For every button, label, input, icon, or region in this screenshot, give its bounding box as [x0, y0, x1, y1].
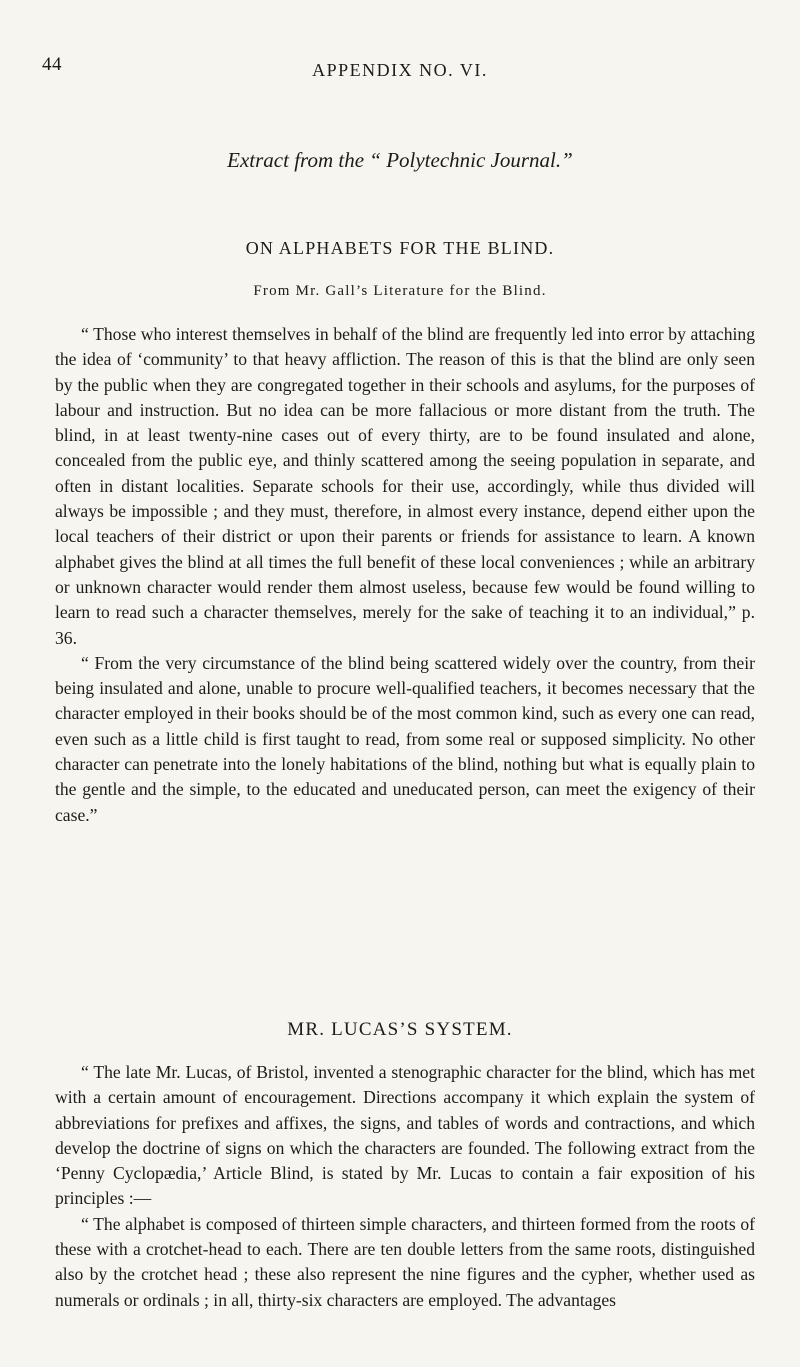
section-heading: MR. LUCAS’S SYSTEM. — [287, 1019, 513, 1040]
paragraph: “ Those who interest themselves in behalf of the blind are frequently led into error by attaching the idea of ‘community’ to that heavy affliction. The reason of this is that the blind are only seen by the public when they are congregated together in their schools and asylums, for the purposes of labour and instruction. But no idea can be more fallacious or more distant from the truth. The blind, in at least twenty-nine cases out of every thirty, are to be found insulated and alone, concealed from the public eye, and thinly scattered among the seeing population in separate, and often in distant localities. Separate schools for their use, accordingly, while thus divided will always be impossible ; and they must, therefore, in almost every instance, depend either upon the local teachers of their district or upon their parents or friends for assistance to learn. A known alphabet gives the blind at all times the full benefit of these local conveniences ; while an arbitrary or unknown character would render them almost useless, because few would be found willing to learn to read such a character themselves, merely for the sake of teaching it to an individual,” p. 36. — [55, 324, 755, 648]
extract-title: Extract from the “ Polytechnic Journal.” — [227, 148, 573, 172]
article-body — [55, 322, 755, 828]
paragraph: “ The alphabet is composed of thirteen simple characters, and thirteen formed from the roots of these with a crotchet-head to each. There are ten double letters from the same roots, distinguished also by the crotchet head ; these also represent the nine figures and the cypher, whether used as numerals or ordinals ; in all, thirty-six characters are employed. The advantages — [55, 1213, 755, 1310]
article-byline: From Mr. Gall’s Literature for the Blind. — [253, 283, 547, 299]
page-number: 44 — [42, 54, 62, 75]
article-heading: ON ALPHABETS FOR THE BLIND. — [245, 238, 555, 258]
paragraph: “ From the very circumstance of the blind being scattered widely over the country, from their being insulated and alone, unable to procure well-qualified teachers, it becomes necessary that the character employed in their books should be of the most common kind, such as every one can read, even such as a little child is first taught to read, from some real or supposed simplicity. No other character can penetrate into the lonely habitations of the blind, nothing but what is equally plain to the gentle and the simple, to the educated and uneducated person, can meet the exigency of their case.” — [55, 652, 755, 825]
section-body — [55, 1060, 755, 1313]
paragraph: “ The late Mr. Lucas, of Bristol, invented a stenographic character for the blind, which has met with a certain amount of encouragement. Directions accompany it which explain the system of abbreviations for prefixes and affixes, the signs, and tables of words and contractions, and which develop the doctrine of signs on which the characters are founded. The following extract from the ‘Penny Cyclopædia,’ Article Blind, is stated by Mr. Lucas to contain a fair exposition of his principles :— — [55, 1062, 755, 1209]
running-head: APPENDIX NO. VI. — [312, 60, 488, 80]
